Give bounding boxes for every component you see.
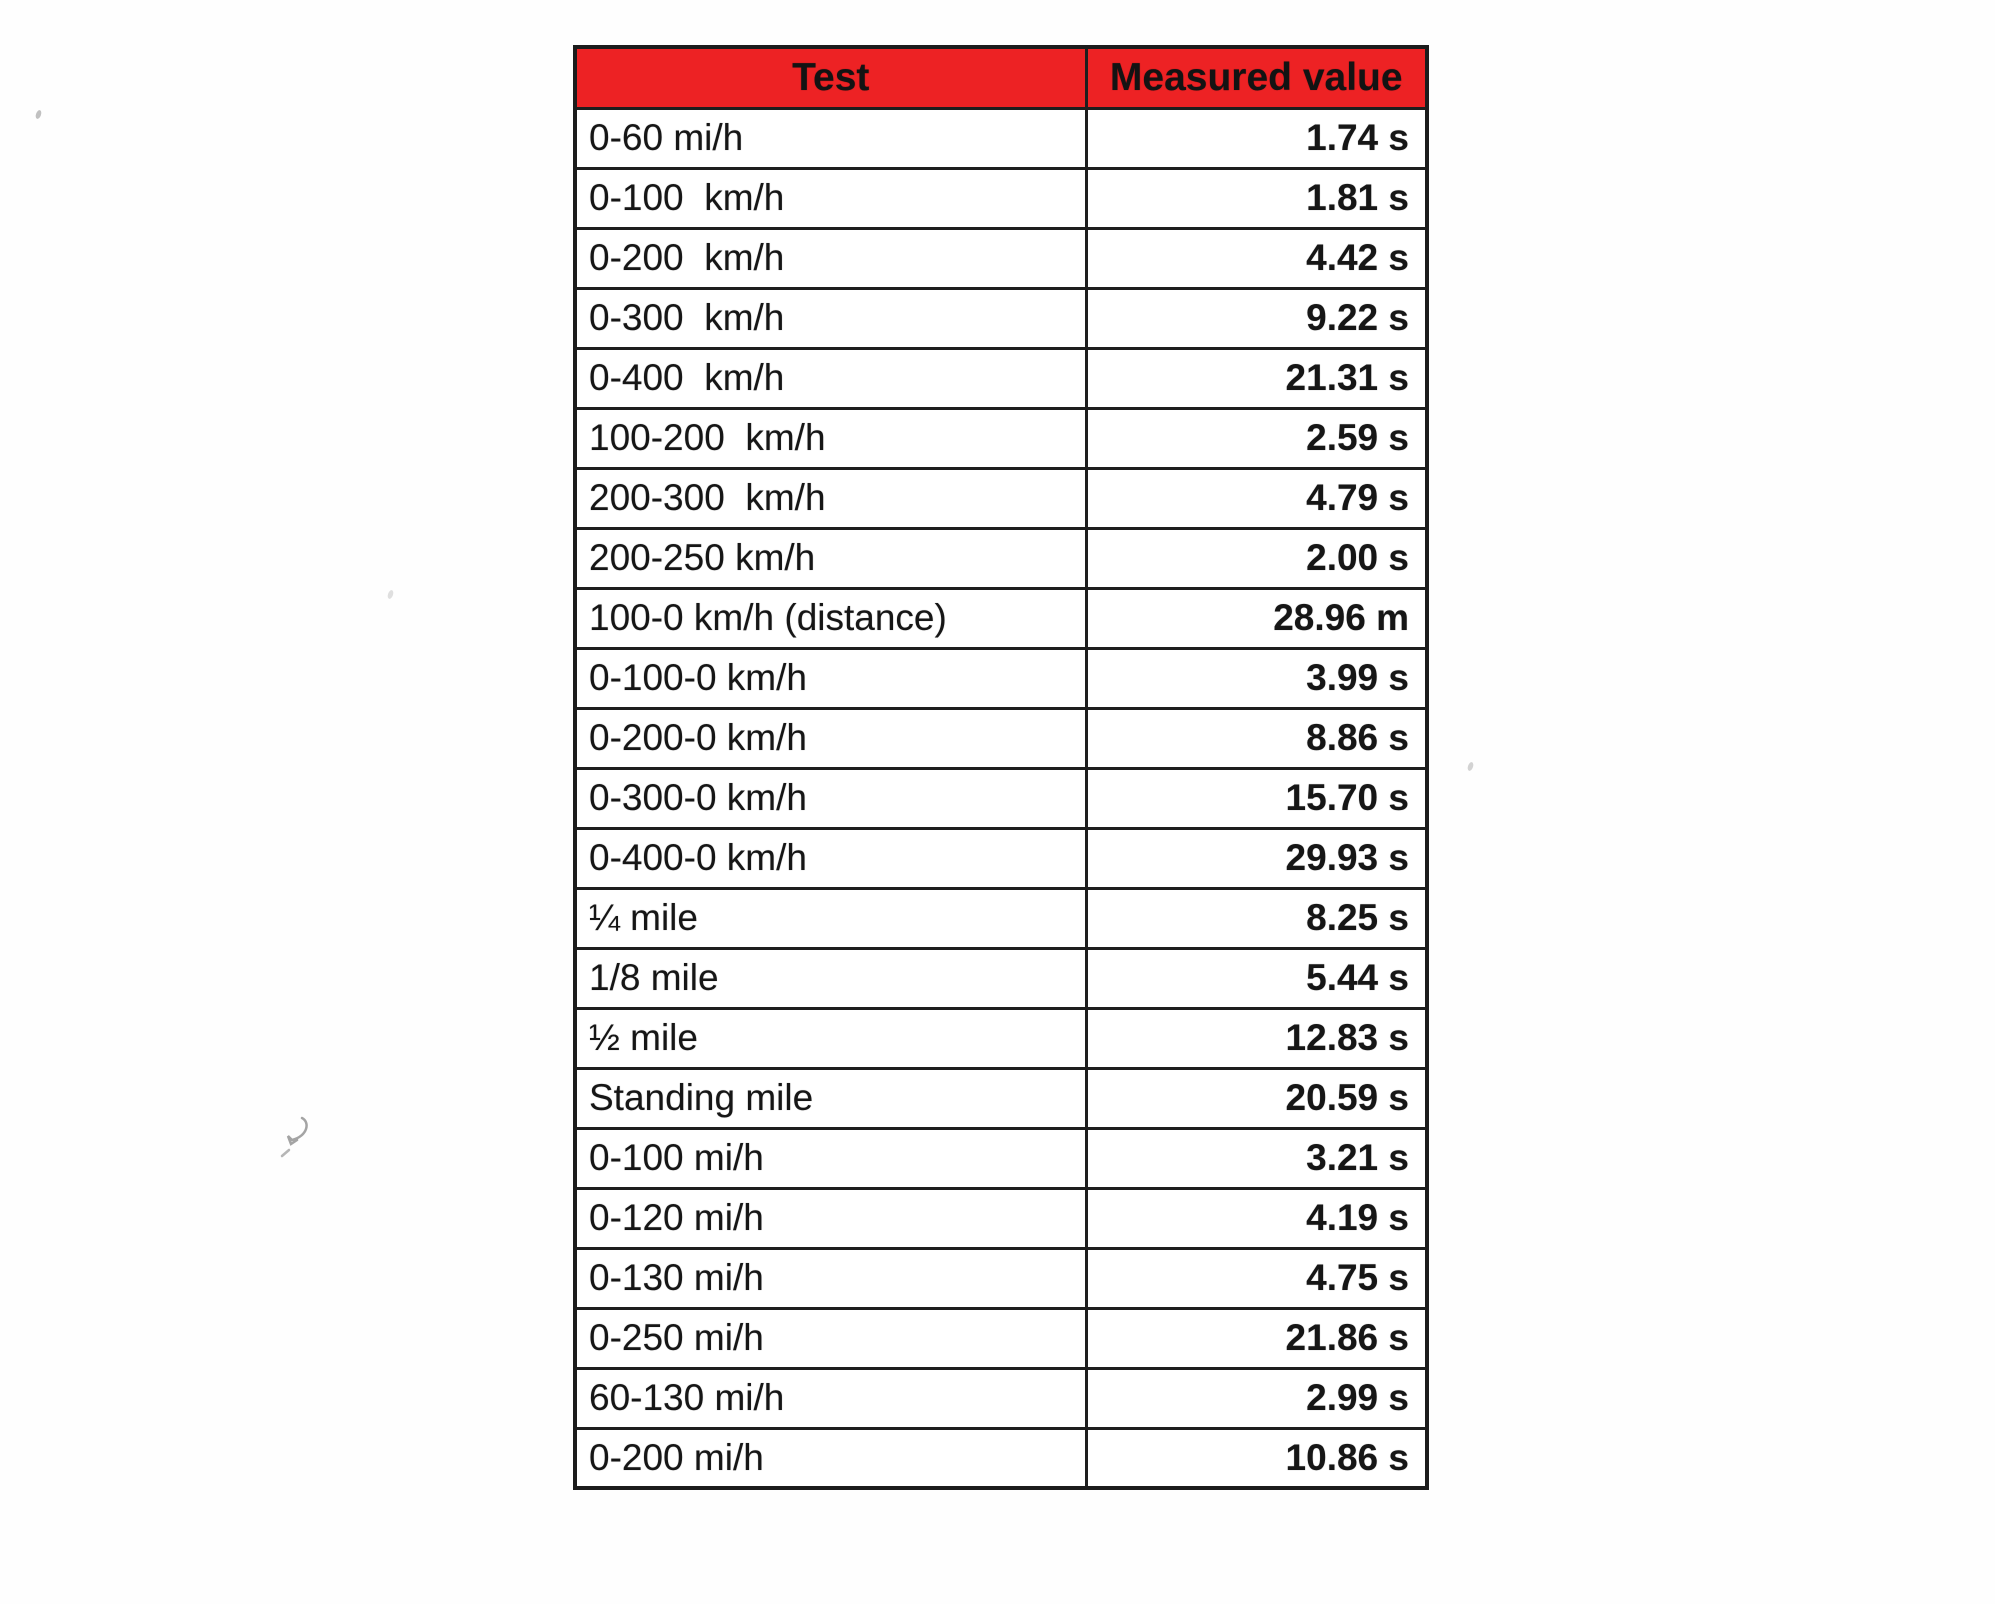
- value-cell: 9.22 s: [1086, 288, 1427, 348]
- value-cell: 29.93 s: [1086, 828, 1427, 888]
- test-cell: 0-300 km/h: [575, 288, 1086, 348]
- table-row: [575, 1128, 1427, 1188]
- value-cell: 12.83 s: [1086, 1008, 1427, 1068]
- test-cell: 0-100-0 km/h: [575, 648, 1086, 708]
- table-row: [575, 468, 1427, 528]
- value-cell: 1.81 s: [1086, 168, 1427, 228]
- value-cell: 1.74 s: [1086, 108, 1427, 168]
- test-cell: 0-200-0 km/h: [575, 708, 1086, 768]
- table-row: [575, 708, 1427, 768]
- table-row: [575, 1248, 1427, 1308]
- scan-artifact-speck: [387, 589, 395, 599]
- table-row: [575, 1008, 1427, 1068]
- test-cell: 0-400-0 km/h: [575, 828, 1086, 888]
- table-row: [575, 888, 1427, 948]
- table-row: [575, 1428, 1427, 1488]
- value-cell: 8.25 s: [1086, 888, 1427, 948]
- test-cell: 60-130 mi/h: [575, 1368, 1086, 1428]
- test-cell: 0-130 mi/h: [575, 1248, 1086, 1308]
- scan-artifact-speck: [1467, 761, 1475, 771]
- table-row: [575, 228, 1427, 288]
- header-row: [575, 47, 1427, 108]
- table-row: [575, 948, 1427, 1008]
- test-cell: 200-250 km/h: [575, 528, 1086, 588]
- test-cell: 0-300-0 km/h: [575, 768, 1086, 828]
- table-row: [575, 528, 1427, 588]
- table-row: [575, 588, 1427, 648]
- table-row: [575, 408, 1427, 468]
- table-row: [575, 1188, 1427, 1248]
- performance-results-table: [573, 45, 1429, 1490]
- scan-artifact-curl: [272, 1112, 312, 1164]
- value-cell: 4.42 s: [1086, 228, 1427, 288]
- table-row: [575, 1368, 1427, 1428]
- value-cell: 21.31 s: [1086, 348, 1427, 408]
- test-cell: ½ mile: [575, 1008, 1086, 1068]
- value-cell: 15.70 s: [1086, 768, 1427, 828]
- test-cell: 0-200 mi/h: [575, 1428, 1086, 1488]
- value-cell: 3.99 s: [1086, 648, 1427, 708]
- value-cell: 2.00 s: [1086, 528, 1427, 588]
- test-cell: 0-200 km/h: [575, 228, 1086, 288]
- value-cell: 10.86 s: [1086, 1428, 1427, 1488]
- test-cell: 200-300 km/h: [575, 468, 1086, 528]
- table-row: [575, 768, 1427, 828]
- test-cell: 1/8 mile: [575, 948, 1086, 1008]
- table-row: [575, 648, 1427, 708]
- test-cell: 0-100 mi/h: [575, 1128, 1086, 1188]
- header-cell-measured-value: Measured value: [1086, 47, 1427, 108]
- value-cell: 3.21 s: [1086, 1128, 1427, 1188]
- value-cell: 8.86 s: [1086, 708, 1427, 768]
- value-cell: 20.59 s: [1086, 1068, 1427, 1128]
- value-cell: 2.99 s: [1086, 1368, 1427, 1428]
- test-cell: Standing mile: [575, 1068, 1086, 1128]
- value-cell: 4.75 s: [1086, 1248, 1427, 1308]
- test-cell: 0-120 mi/h: [575, 1188, 1086, 1248]
- scan-artifact-speck: [35, 109, 43, 119]
- table-row: [575, 288, 1427, 348]
- value-cell: 5.44 s: [1086, 948, 1427, 1008]
- test-cell: 100-200 km/h: [575, 408, 1086, 468]
- table-row: [575, 828, 1427, 888]
- table-row: [575, 168, 1427, 228]
- value-cell: 2.59 s: [1086, 408, 1427, 468]
- value-cell: 4.19 s: [1086, 1188, 1427, 1248]
- table-row: [575, 1308, 1427, 1368]
- test-cell: 0-60 mi/h: [575, 108, 1086, 168]
- value-cell: 4.79 s: [1086, 468, 1427, 528]
- test-cell: 0-250 mi/h: [575, 1308, 1086, 1368]
- table-row: [575, 348, 1427, 408]
- table-row: [575, 108, 1427, 168]
- test-cell: 100-0 km/h (distance): [575, 588, 1086, 648]
- test-cell: 0-100 km/h: [575, 168, 1086, 228]
- value-cell: 28.96 m: [1086, 588, 1427, 648]
- test-cell: 0-400 km/h: [575, 348, 1086, 408]
- test-cell: ¼ mile: [575, 888, 1086, 948]
- value-cell: 21.86 s: [1086, 1308, 1427, 1368]
- table-row: [575, 1068, 1427, 1128]
- header-cell-test: Test: [575, 47, 1086, 108]
